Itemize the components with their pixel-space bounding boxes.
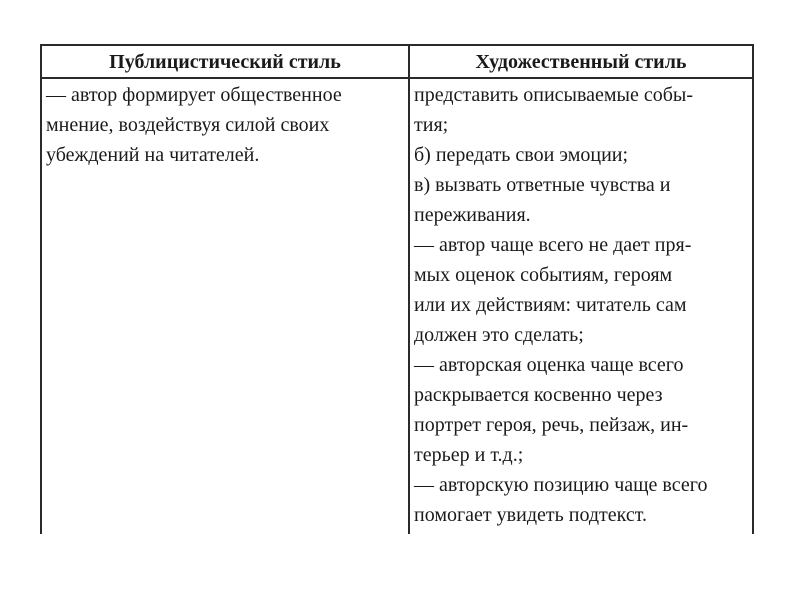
text-line: мнение, воздействуя силой своих [46, 114, 330, 136]
header-bottom-border [40, 77, 754, 79]
header-publicistic-style: Публицистический стиль [109, 51, 341, 73]
publicistic-style-cell [46, 80, 404, 170]
text-line: тия; [414, 114, 449, 136]
text-line: — авторская оценка чаще всего [414, 354, 684, 376]
text-line: убеждений на читателей. [46, 144, 260, 166]
text-line: — авторскую позицию чаще всего [414, 474, 708, 496]
text-line: должен это сделать; [414, 324, 584, 346]
text-line: раскрывается косвенно через [414, 384, 663, 406]
text-line: в) вызвать ответные чувства и [414, 174, 671, 196]
text-line: б) передать свои эмоции; [414, 144, 629, 166]
column-divider [408, 44, 410, 534]
text-line: терьер и т.д.; [414, 444, 524, 466]
header-artistic-style: Художественный стиль [475, 51, 687, 73]
table-right-border [752, 44, 754, 534]
text-line: — автор формирует общественное [46, 84, 342, 106]
artistic-style-cell [414, 80, 750, 530]
text-line: представить описываемые собы- [414, 84, 694, 106]
text-line: переживания. [414, 204, 531, 226]
table-top-border [40, 44, 754, 46]
text-line: помогает увидеть подтекст. [414, 504, 647, 526]
text-line: или их действиям: читатель сам [414, 294, 687, 316]
text-line: мых оценок событиям, героям [414, 264, 673, 286]
table-left-border [40, 44, 42, 534]
comparison-table [40, 44, 754, 534]
text-line: — автор чаще всего не дает пря- [414, 234, 692, 256]
text-line: портрет героя, речь, пейзаж, ин- [414, 414, 689, 436]
